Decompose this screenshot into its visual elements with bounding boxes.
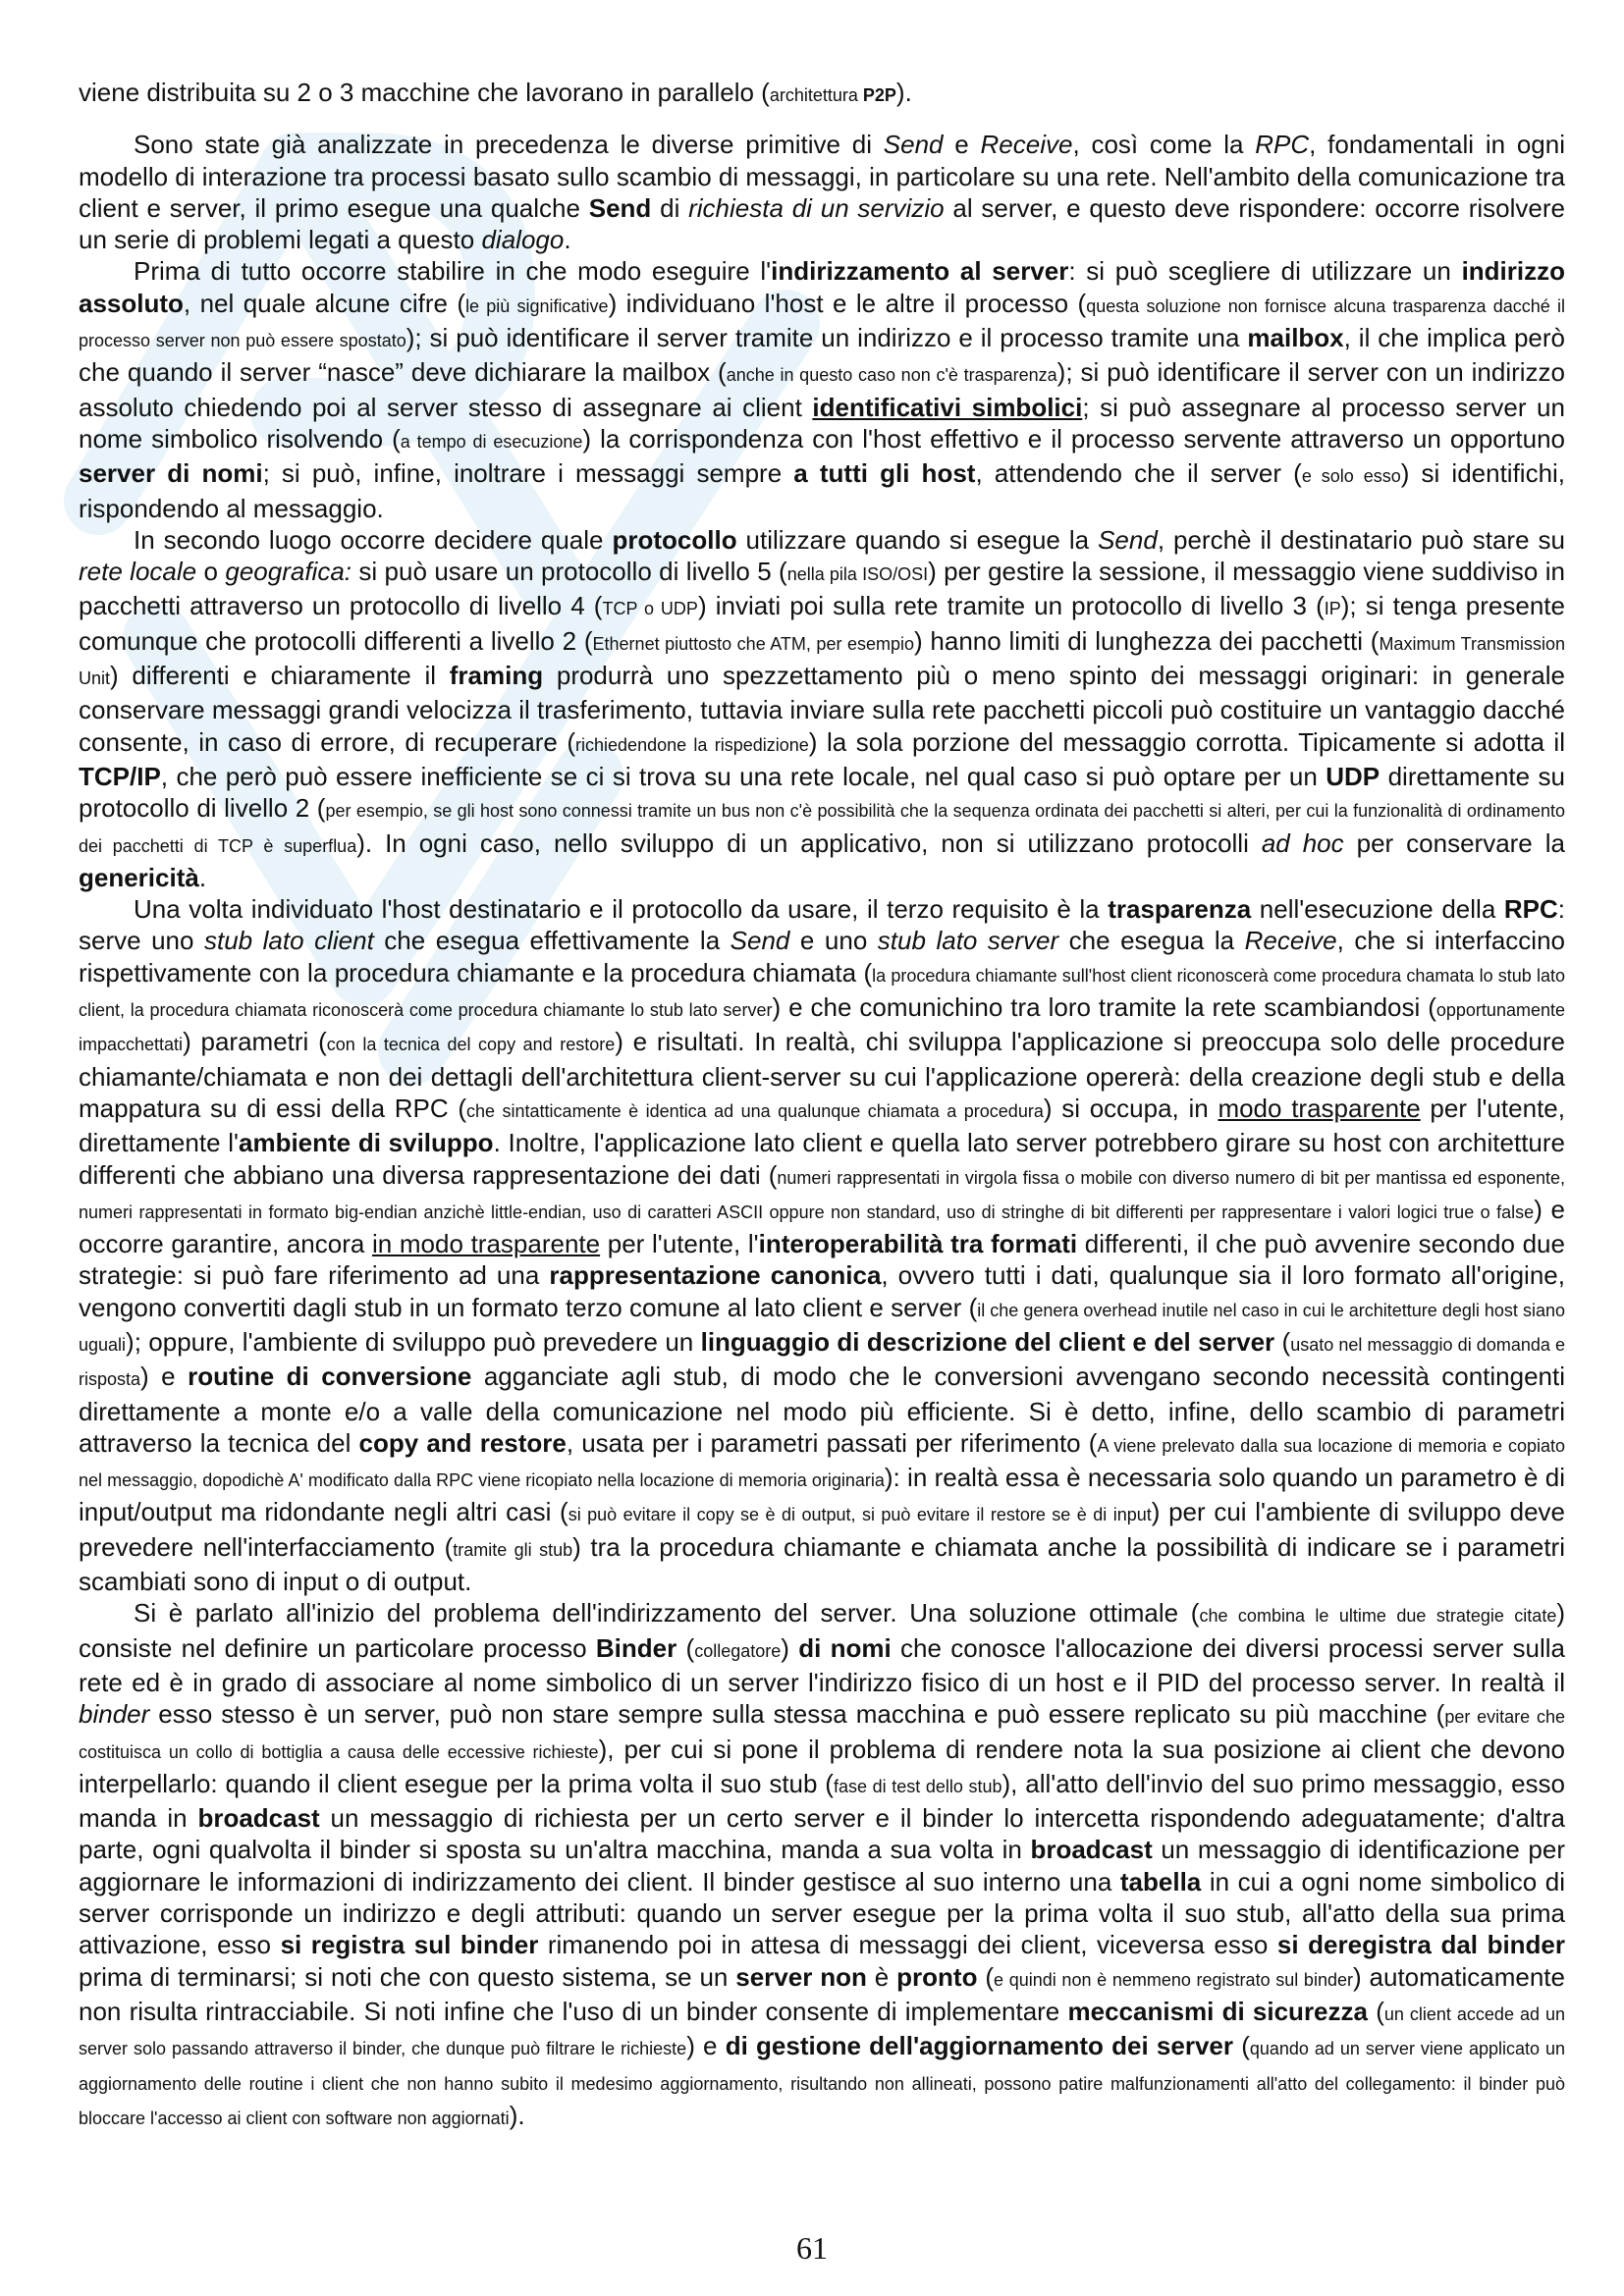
text-run: si può evitare il copy se è di output, si può evitare il restore se è di input [568, 1505, 1152, 1525]
text-run: Send [1098, 524, 1158, 555]
text-run: indirizzo assoluto [79, 256, 1565, 318]
text-run: genericità [79, 862, 199, 892]
text-run: . [198, 862, 207, 892]
page-number: 61 [796, 2230, 828, 2266]
text-run: , usata per i parametri passati per riferimento ( [566, 1427, 1098, 1458]
text-run: interoperabilità tra formati [758, 1229, 1078, 1259]
text-run: identificativi simbolici [812, 392, 1083, 422]
text-run: RPC [1503, 894, 1558, 925]
text-run: di gestione dell'aggiornamento dei server [725, 2031, 1233, 2061]
text-run: un client accede ad un server solo passando attraverso il binder, che dunque può filtrare le richieste [79, 2003, 1566, 2059]
text-run: dialogo [481, 225, 565, 255]
text-run: si registra sul binder [280, 1930, 539, 1960]
text-run: e uno [789, 926, 878, 956]
text-run: . Inoltre, l'applicazione lato client e quella lato server potrebbero girare su host con architetture differenti che abbiano una diversa rappresentazione dei dati ( [79, 1128, 1565, 1190]
text-run: Maximum Transmission Unit [79, 633, 1566, 689]
text-run: stub lato server [877, 926, 1059, 956]
text-run: Prima di tutto occorre stabilire in che modo eseguire l' [134, 256, 772, 287]
text-run: ): in realtà essa è necessaria solo quando un parametro è di input/output ma ridondante negli altri casi ( [79, 1463, 1565, 1527]
text-run: in modo trasparente [372, 1229, 601, 1259]
text-run: ( [1274, 1326, 1291, 1357]
text-run: server non [735, 1961, 867, 1992]
text-run: RPC [1255, 130, 1310, 160]
text-run: rimanendo poi in attesa di messaggi dei client, viceversa esso [538, 1930, 1277, 1960]
text-run: Send [730, 926, 790, 956]
text-run: la procedura chiamante sull'host client riconoscerà come procedura chamata lo stub lato client, la procedura chiamata riconoscerà come procedura chiamante lo stub lato server [79, 965, 1565, 1021]
text-run: ) la corrispondenza con l'host effettivo e il processo servente attraverso un opportuno [582, 423, 1566, 454]
text-run: , perchè il destinatario può stare su [1157, 524, 1565, 555]
text-run: in cui a ogni nome simbolico di server corrisponde un indirizzo e degli attributi: quando un server esegue per la prima volta il suo stub, all'atto della sua prima attivazione, esso [79, 1866, 1565, 1960]
text-run: esso stesso è un server, può non stare sempre sulla stessa macchina e può essere replicato su più macchine ( [149, 1699, 1445, 1730]
text-run: ) per cui l'ambiente di sviluppo deve prevedere nell'interfacciamento ( [79, 1497, 1566, 1562]
text-run: tramite gli stub [453, 1539, 573, 1560]
text-run: che sintatticamente è identica ad una qualunque chiamata a procedura [466, 1100, 1044, 1121]
text-run: richiesta di un servizio [688, 192, 945, 223]
text-run: le più significative [465, 295, 609, 316]
text-run: tabella [1119, 1866, 1202, 1896]
text-run: , così come la [1072, 130, 1256, 160]
text-run: : si può scegliere di utilizzare un [1068, 256, 1462, 287]
text-run: Send [883, 130, 944, 160]
text-run: ) [781, 1632, 799, 1663]
text-run: ) hanno limiti di lunghezza dei pacchetti ( [914, 625, 1380, 656]
text-run: ) per gestire la sessione, il messaggio viene suddiviso in pacchetti attraverso un protocollo di livello 4 ( [79, 557, 1565, 621]
text-run: il che genera overhead inutile nel caso in cui le architetture degli host siano uguali [79, 1300, 1565, 1355]
text-run: o [196, 557, 226, 587]
paragraph-primitives [79, 129, 1565, 255]
text-run: collegatore [694, 1640, 782, 1661]
text-run: copy and restore [358, 1427, 567, 1458]
page-content [79, 77, 1565, 2134]
text-run: agganciate agli stub, di modo che le conversioni avvengano secondo necessità contingenti direttamente a monte e/o a valle della comunicazione nel modo più efficiente. Si è detto, infine, dello scambio di parametri attraverso la tecnica del [79, 1362, 1565, 1458]
text-run: TCP o UDP [602, 599, 698, 619]
text-run: che esegua effettivamente la [373, 926, 731, 956]
text-run: ) individuano l'host e le altre il processo ( [608, 288, 1087, 318]
text-run: , che però può essere inefficiente se ci si trova su una rete locale, nel qual caso si può optare per un [160, 761, 1326, 791]
text-run: ); si tenga presente comunque che protocolli differenti a livello 2 ( [79, 591, 1565, 656]
text-run: In secondo luogo occorre decidere quale [134, 524, 613, 555]
text-run: ; si può assegnare al processo server un nome simbolico risolvendo ( [79, 392, 1565, 454]
text-run: Una volta individuato l'host destinatario e il protocollo da usare, il terzo requisito è la [134, 894, 1109, 925]
text-run: ( [977, 1961, 995, 1992]
text-run: : serve uno [79, 894, 1565, 956]
text-run: ; si può, infine, inoltrare i messaggi sempre [262, 458, 794, 489]
text-run: ). [895, 78, 912, 107]
text-run: fase di test dello stub [833, 1776, 1002, 1796]
text-run: protocollo [612, 524, 737, 555]
text-run: TCP/IP [79, 761, 161, 791]
text-run: si deregistra dal binder [1276, 1930, 1566, 1960]
text-run: ) e risultati. In realtà, chi sviluppa l'applicazione si preoccupa solo delle procedure chiamante/chiamata e non dei dettagli dell'architettura client-server su cui l'applicazione opererà: della creazione degli stub e della mappatura su di essi della RPC ( [79, 1027, 1565, 1123]
text-run: , nel quale alcune cifre ( [183, 288, 466, 318]
paragraph-binder [79, 1597, 1565, 2134]
text-run: A viene prelevato dalla sua locazione di memoria e copiato nel messaggio, dopodichè A' modificato dalla RPC viene ricopiato nella locazione di memoria originaria [79, 1435, 1566, 1491]
text-run: , che si interfaccino rispettivamente con la procedura chiamante e la procedura chiamata ( [79, 926, 1565, 988]
text-run: UDP [1326, 761, 1380, 791]
text-run: broadcast [1030, 1835, 1153, 1865]
text-run: ambiente di sviluppo [238, 1128, 494, 1158]
text-run: ); oppure, l'ambiente di sviluppo può prevedere un [126, 1326, 701, 1357]
text-run: , il che implica però che quando il server “nasce” deve dichiarare la mailbox ( [79, 323, 1565, 388]
text-run: ) inviati poi sulla rete tramite un protocollo di livello 3 ( [697, 591, 1325, 621]
text-run: nella pila ISO/OSI [786, 564, 929, 585]
text-run: , attendendo che il server ( [975, 458, 1302, 489]
text-run: server di nomi [79, 458, 263, 489]
text-run: rappresentazione canonica [549, 1260, 882, 1291]
text-run: quando ad un server viene applicato un aggiornamento delle routine i client che non hanno subito il medesimo aggiornamento, risultando non allineati, possono patire malfunzionamenti all'atto del collegamento: il binder può bloccare l'accesso ai client con software non aggiornati [79, 2039, 1565, 2128]
text-run: con la tecnica del copy and restore [326, 1035, 616, 1055]
text-run: geografica: [225, 557, 352, 587]
text-run: che combina le ultime due strategie citate [1199, 1606, 1557, 1627]
text-run: si può usare un protocollo di livello 5 ( [352, 557, 787, 587]
text-run: indirizzamento al server [771, 256, 1069, 287]
paragraph-intro [79, 77, 1565, 111]
text-run: a tutti gli host [793, 458, 976, 489]
text-run: ) si occupa, in [1043, 1093, 1218, 1123]
text-run: direttamente su protocollo di livello 2 ( [79, 761, 1565, 824]
text-run: rete locale [79, 557, 197, 587]
text-run: ( [1232, 2031, 1250, 2061]
text-run: ). [509, 2100, 525, 2130]
text-run: , ovvero tutti i dati, qualunque sia il loro formato all'origine, vengono convertiti dagli stub in un formato terzo comune al lato client e server ( [79, 1260, 1565, 1322]
text-run: ) consiste nel definire un particolare processo [79, 1598, 1565, 1663]
text-run: che esegua la [1058, 926, 1245, 956]
text-run: nell'esecuzione della [1251, 894, 1504, 925]
text-run: prima di terminarsi; si noti che con questo sistema, se un [79, 1961, 736, 1992]
text-run: per l'utente, direttamente l' [79, 1093, 1565, 1158]
text-run: usato nel messaggio di domanda e risposta [79, 1334, 1566, 1390]
text-run: e [943, 130, 981, 160]
text-run: mailbox [1247, 323, 1344, 353]
text-run: ( [1367, 1996, 1384, 2026]
text-run: anche in questo caso non c'è trasparenza [726, 365, 1057, 386]
text-run: binder [79, 1699, 150, 1730]
text-run: ) si identifichi, rispondendo al messaggio. [79, 458, 1566, 523]
text-run: Ethernet piuttosto che ATM, per esempio [592, 633, 915, 654]
text-run: ) tra la procedura chiamante e chiamata anche la possibilità di indicare se i parametri scambiati sono di input o di output. [79, 1531, 1565, 1597]
text-run: ); si può identificare il server tramite un indirizzo e il processo tramite una [406, 323, 1248, 353]
text-run: di nomi [798, 1632, 892, 1663]
text-run: di [651, 192, 689, 223]
text-run: richiedendone la rispedizione [575, 734, 809, 755]
text-run: ) automaticamente non risulta rintracciabile. Si noti infine che l'uso di un binder consente di implementare [79, 1961, 1565, 2026]
paragraph-server-addressing [79, 255, 1565, 523]
text-run: viene distribuita su 2 o 3 macchine che lavorano in parallelo ( [79, 78, 770, 107]
text-run: è [866, 1961, 897, 1992]
text-run: questa soluzione non fornisce alcuna trasparenza dacché il processo server non può essere spostato [79, 295, 1566, 351]
text-run: ). In ogni caso, nello sviluppo di un applicativo, non si utilizzano protocolli [356, 828, 1262, 858]
text-run: numeri rappresentati in virgola fissa o mobile con diverso numero di bit per mantissa ed esponente, numeri rappresentati in formato big-endian anzichè little-endian, uso di caratteri ASCII oppure non standard, uso di stringhe di bit differenti per rappresentare i valori logici true o false [79, 1167, 1565, 1222]
text-run: Binder [595, 1632, 677, 1663]
text-run: Receive [980, 130, 1073, 160]
text-run: linguaggio di descrizione del client e del server [700, 1326, 1275, 1357]
text-run: a tempo di esecuzione [400, 431, 583, 452]
text-run: modo trasparente [1218, 1093, 1421, 1123]
text-run: pronto [896, 1961, 978, 1992]
text-run: Receive [1244, 926, 1337, 956]
text-run: ) parametri ( [183, 1027, 327, 1057]
text-run: ) la sola porzione del messaggio corrotta. Tipicamente si adotta il [808, 726, 1565, 757]
text-run: un messaggio di identificazione per aggiornare le informazioni di indirizzamento dei client. Il binder gestisce al suo interno una [79, 1835, 1566, 1896]
text-run: ) e [140, 1362, 189, 1392]
text-run: ) differenti e chiaramente il [110, 661, 450, 691]
text-run: ); si può identificare il server con un indirizzo assoluto chiedendo poi al server stesso di assegnare ai client [79, 357, 1565, 422]
text-run: routine di conversione [188, 1362, 472, 1392]
text-run: Sono state già analizzate in precedenza le diverse primitive di [134, 130, 884, 160]
text-run: architettura [769, 85, 863, 105]
text-run: opportunamente impacchettati [79, 1000, 1565, 1055]
text-run: ) e che comunichino tra loro tramite la rete scambiandosi ( [772, 992, 1436, 1023]
text-run: e solo esso [1301, 466, 1401, 487]
text-run: , fondamentali in ogni modello di interazione tra processi basato sullo scambio di messaggi, in particolare su una rete. Nell'ambito della comunicazione tra client e server, il primo esegue una qualche [79, 130, 1565, 223]
text-run: per l'utente, l' [600, 1229, 759, 1259]
text-run: produrrà uno spezzettamento più o meno spinto dei messaggi originari: in generale conservare messaggi grandi velocizza il trasferimento, tuttavia inviare sulla rete pacchetti piccoli può costituire un vantaggio dacché consente, in caso di errore, di recuperare ( [79, 661, 1565, 757]
text-run: per evitare che costituisca un collo di bottiglia a causa delle eccessive richieste [79, 1707, 1565, 1762]
text-run: trasparenza [1108, 894, 1252, 925]
text-run: al server, e questo deve rispondere: occorre risolvere un serie di problemi legati a questo [79, 192, 1566, 255]
text-run: differenti, il che può avvenire secondo due strategie: si può fare riferimento ad una [79, 1229, 1565, 1291]
text-run: ( [677, 1632, 695, 1663]
text-run: ), per cui si pone il problema di rendere nota la sua posizione ai client che devono interpellarlo: quando il client esegue per la prima volta il suo stub ( [79, 1734, 1566, 1798]
text-run: per conservare la [1343, 828, 1565, 858]
text-run: stub lato client [204, 926, 374, 956]
text-run: meccanismi di sicurezza [1067, 1996, 1368, 2026]
text-run: e quindi non è nemmeno registrato sul binder [994, 1969, 1353, 1990]
paragraph-rpc-transparency [79, 893, 1565, 1597]
text-run: che conosce l'allocazione dei diversi processi server sulla rete ed è in grado di associare al nome simbolico di un server l'indirizzo fisico di un host e il PID del processo server. In realtà il [79, 1632, 1565, 1697]
text-run: ad hoc [1261, 828, 1344, 858]
text-run: Send [588, 192, 652, 223]
text-run: IP [1324, 599, 1341, 619]
text-run: . [564, 225, 571, 255]
text-run: broadcast [197, 1803, 320, 1834]
paragraph-protocol [79, 524, 1565, 893]
text-run: ) e [686, 2031, 726, 2061]
text-run: per esempio, se gli host sono connessi tramite un bus non c'è possibilità che la sequenza ordinata dei pacchetti si alteri, per cui la funzionalità di ordinamento dei pacchetti di TCP è superflua [79, 801, 1565, 856]
text-run: ) e occorre garantire, ancora [79, 1194, 1566, 1259]
text-run: Si è parlato all'inizio del problema dell'indirizzamento del server. Una soluzione ottimale ( [134, 1598, 1200, 1629]
text-run: ), all'atto dell'invio del suo primo messaggio, esso manda in [79, 1768, 1565, 1834]
text-run: un messaggio di richiesta per un certo server e il binder lo intercetta rispondendo adeguatamente; d'altra parte, ogni qualvolta il binder si sposta su un'altra macchina, manda a sua volta in [79, 1803, 1565, 1865]
text-run: framing [449, 661, 544, 691]
text-run: utilizzare quando si esegue la [736, 524, 1099, 555]
text-run: P2P [862, 85, 896, 105]
